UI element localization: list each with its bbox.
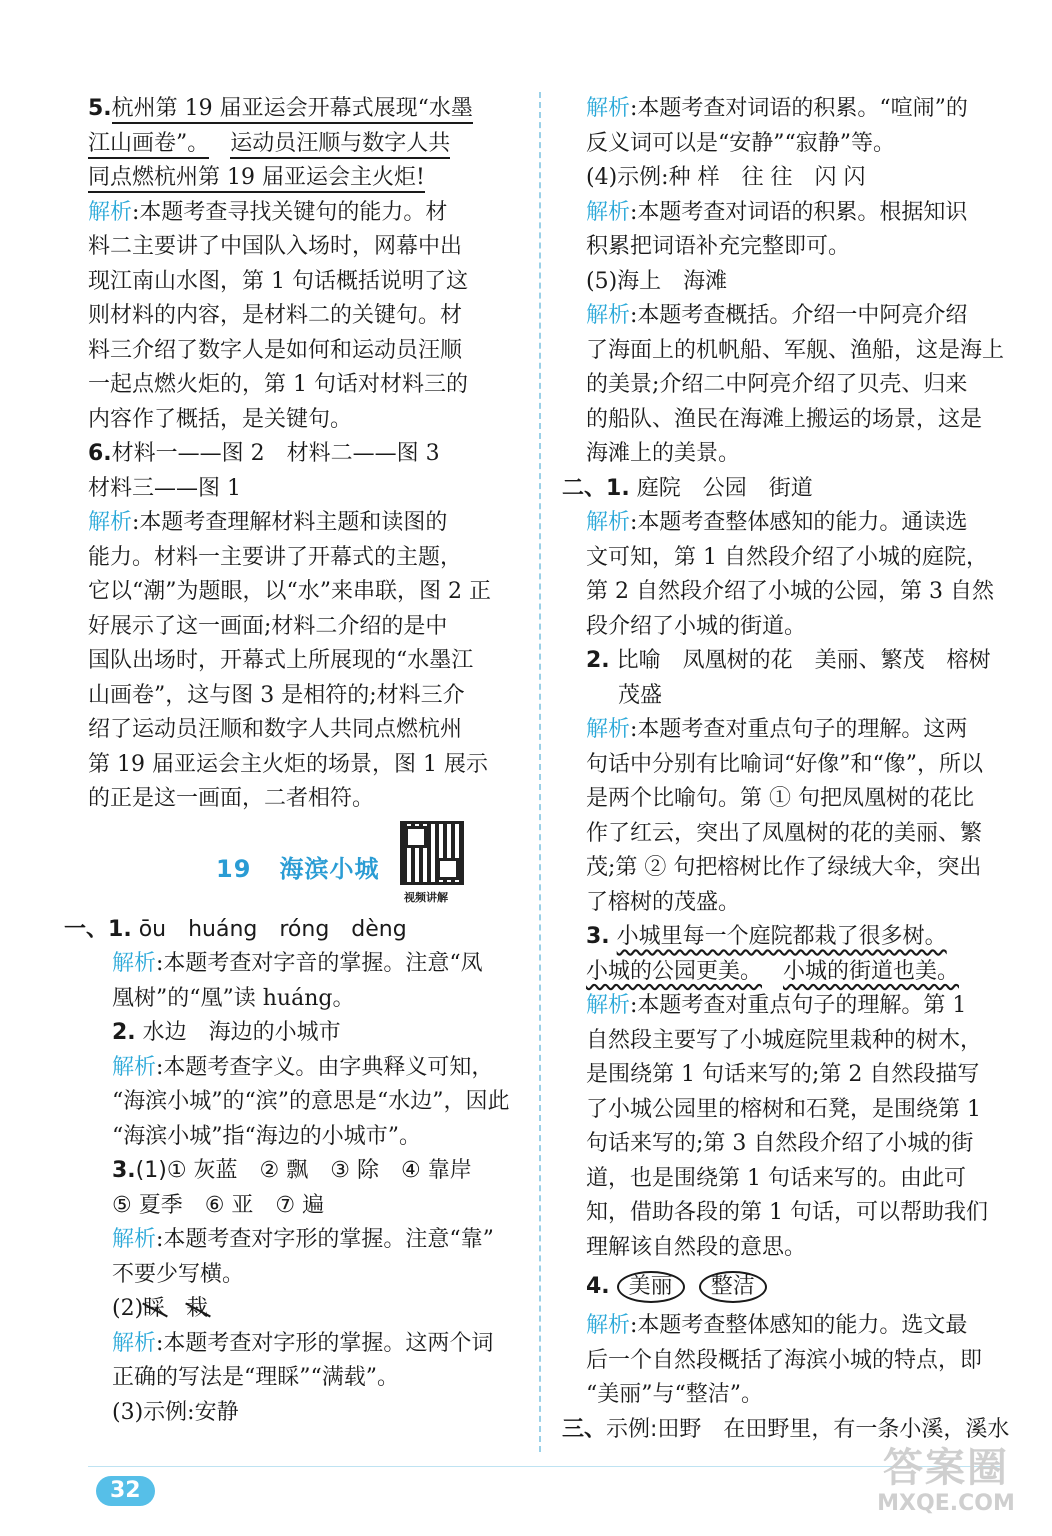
lesson-header — [88, 817, 518, 913]
analysis-label: 解析 — [112, 1054, 157, 1080]
analysis-label: 解析 — [586, 199, 631, 225]
analysis-label: 解析 — [586, 510, 631, 535]
analysis-label: 解析 — [586, 717, 631, 742]
analysis-label: 解析 — [586, 96, 631, 121]
right-column: 解析:本题考查对词语的积累。“喧闹”的 反义词可以是“安静”“寂静”等。 (4)示例:种 样 往 往 闪 闪 解析:本题考查对词语的积累。根据知识 积累把词语补充完整即可。 (5)海上 海滩 解析:本题考查概括。介绍一中阿亮介绍 了海面上的机帆船、军舰、渔船，这是海上 的美景;介绍二中阿亮介绍了贝壳、归来 的船队、渔民在海滩上搬运的场景，这是 海滩上的美景。 二、1. 庭院 公园 街道 解析:本题考查整体感知的能力。通读选 文可知，第 1 自然段介绍了小城的庭院， 第 2 自然段介绍了小城的公园，第 3 自然 段介绍了小城的街道。 2. 比喻 凤凰树的花 美丽、繁茂 榕树 茂盛 解析:本题考查对重点句子的理解。这两 句话中分别有比喻词“好像”和“像”，所以 是两个比喻句。第 ① 句把凤凰树的花比 作了红云，突出了凤凰树的花的美丽、繁 茂;第 ② 句把榕树比作了绿绒大伞，突出 了榕树的茂盛。 3. 小城里每一个庭院都栽了很多树。 小城的公园更美。 小城的街道也美。 解析:本题考查对重点句子的理解。第 1 自然段主要写了小城庭院里栽种的树木， 是围绕第 1 句话来写的;第 2 自然段描写 了小城公园里的榕树和石凳，是围绕第 1 句话来写的;第 3 自然段介绍了小城的街 道，也是围绕第 1 句话来写的。由此可 知，借助各段的第 1 句话，可以帮助我们 理解该自然段的意思。 4. 美丽 整洁 解析:本题考查整体感知的能力。选文最 后一个自然段概括了海滨小城的特点，即 “美丽”与“整洁”。 三、示例:田野 在田野里，有一条小溪，溪水 — [562, 96, 1010, 1442]
qr-label: 视频讲解 — [404, 890, 448, 904]
analysis-label: 解析 — [88, 199, 133, 225]
analysis-label: 解析 — [586, 1313, 631, 1338]
watermark: 答案圈 MXQE.COM — [877, 1445, 1015, 1516]
qr-code-icon[interactable] — [400, 821, 464, 885]
analysis-label: 解析 — [586, 993, 631, 1018]
left-column — [64, 92, 518, 1430]
analysis-label: 解析 — [112, 1330, 157, 1356]
column-divider — [539, 92, 541, 1452]
lesson-title: 19 海滨小城 — [216, 854, 380, 883]
page-number: 32 — [96, 1476, 155, 1506]
analysis-label: 解析 — [88, 510, 133, 535]
answer-q6: 6.材料一——图 2 材料二——图 3 材料三——图 1 解析:本题考查理解材料主题和读图的 能力。材料一主要讲了开幕式的主题， 它以“潮”为题眼，以“水”来串联，图 2 正 好展示了这一画面;材料二介绍的是中 国队出场时，开幕式上所展现的“水墨江 山画卷”，这与图 3 是相符的;材料三介 绍了运动员汪顺和数字人共同点燃杭州 第 19 届亚运会主火炬的场景，图 1 展示 的正是这一画面，二者相符。 — [88, 441, 491, 811]
section-1: 一、1. ōu huáng róng dèng 解析:本题考查对字音的掌握。注意“凤 凰树”的“凰”读 huáng。 2. 水边 海边的小城市 解析:本题考查字义。由字典释义可知， “海滨小城”的“滨”的意思是“水边”，因此 “海滨小城”指“海边的小城市”。 3.(1)① 灰蓝 ② 飘 ③ 除 ④ 靠岸 ⑤ 夏季 ⑥ 亚 ⑦ 遍 解析:本题考查对字形的掌握。注意“靠” 不要少写横。 (2)睬 栽 解析:本题考查对字形的掌握。这两个词 正确的写法是“理睬”“满载”。 (3)示例:安静 — [64, 916, 510, 1425]
answer-q5: 5.杭州第 19 届亚运会开幕式展现“水墨 江山画卷”。 运动员汪顺与数字人共 同点燃杭州第 19 届亚运会主火炬! 解析:本题考查寻找关键句的能力。材 料二主要讲了中国队入场时，网幕中出 现江南山水图，第 1 句话概括说明了这 则材料的内容，是材料二的关键句。材 料三介绍了数字人是如何和运动员汪顺 一起点燃火炬的，第 1 句话对材料三的 内容作了概括，是关键句。 — [88, 96, 473, 432]
analysis-label: 解析 — [586, 303, 631, 328]
analysis-label: 解析 — [112, 1227, 157, 1252]
analysis-label: 解析 — [112, 951, 157, 976]
